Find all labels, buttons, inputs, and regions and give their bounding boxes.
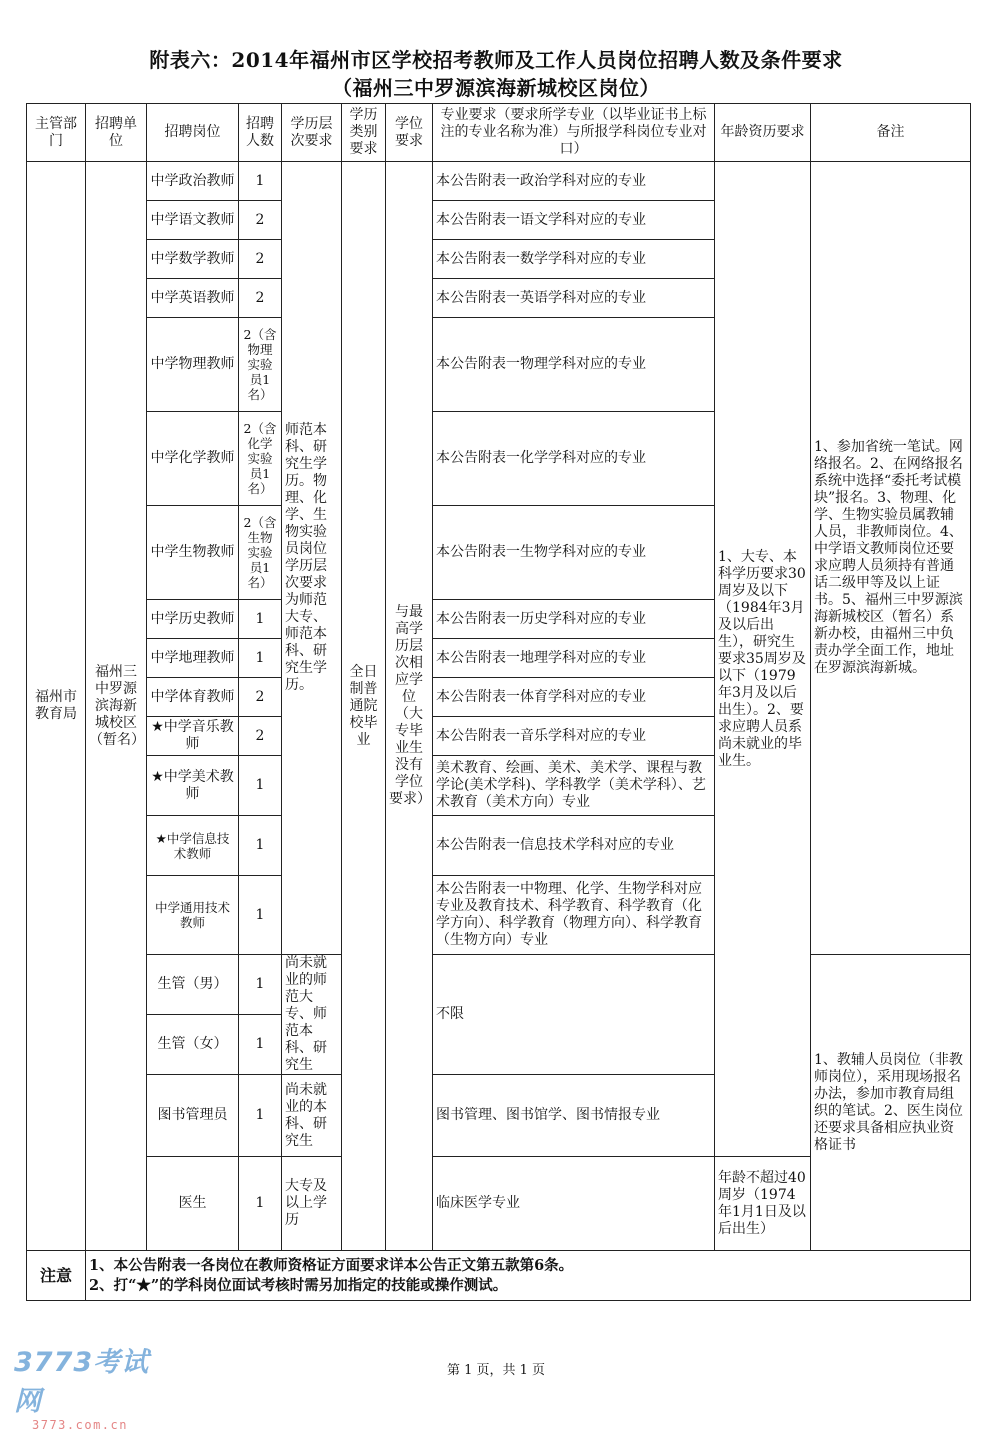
major-cell: 本公告附表一生物学科对应的专业 [433, 506, 715, 600]
major-cell: 临床医学专业 [433, 1157, 715, 1251]
header-remark: 备注 [811, 104, 971, 162]
table-row [27, 162, 971, 201]
count-cell: 1 [239, 756, 282, 816]
position-cell: 医生 [147, 1157, 239, 1251]
major-cell: 本公告附表一信息技术学科对应的专业 [433, 816, 715, 876]
header-unit: 招聘单位 [86, 104, 147, 162]
count-cell: 1 [239, 1015, 282, 1075]
notes-row [27, 1251, 971, 1301]
position-cell: 中学数学教师 [147, 240, 239, 279]
count-cell: 2 [239, 201, 282, 240]
degree-cell: 与最高学历层次相应学位（大专毕业生没有学位要求） [386, 162, 433, 1251]
header-age: 年龄资历要求 [715, 104, 811, 162]
major-cell: 本公告附表一政治学科对应的专业 [433, 162, 715, 201]
recruitment-table [26, 103, 971, 1301]
major-cell: 本公告附表一语文学科对应的专业 [433, 201, 715, 240]
notes-label: 注意 [27, 1251, 86, 1301]
position-cell: ★中学信息技术教师 [147, 816, 239, 876]
major-cell: 不限 [433, 955, 715, 1075]
count-cell: 2 [239, 279, 282, 318]
count-cell: 2 [239, 240, 282, 279]
position-cell: ★中学音乐教师 [147, 717, 239, 756]
position-cell: 生管（女） [147, 1015, 239, 1075]
count-cell: 1 [239, 600, 282, 639]
count-cell: 1 [239, 1157, 282, 1251]
position-cell: 中学通用技术教师 [147, 876, 239, 955]
remark-staff-cell: 1、教辅人员岗位（非教师岗位），采用现场报名办法，参加市教育局组织的笔试。2、医生岗位还要求具备相应执业资格证书 [811, 955, 971, 1251]
position-cell: 中学地理教师 [147, 639, 239, 678]
header-dept: 主管部门 [27, 104, 86, 162]
dept-cell: 福州市教育局 [27, 162, 86, 1251]
position-cell: 中学政治教师 [147, 162, 239, 201]
major-cell: 本公告附表一中物理、化学、生物学科对应专业及教育技术、科学教育、科学教育（化学方向）、科学教育（物理方向）、科学教育（生物方向）专业 [433, 876, 715, 955]
major-cell: 美术教育、绘画、美术、美术学、课程与教学论(美术学科)、学科教学（美术学科）、艺术教育（美术方向）专业 [433, 756, 715, 816]
header-position: 招聘岗位 [147, 104, 239, 162]
count-cell: 2 [239, 717, 282, 756]
note-line-2: 2、打“★”的学科岗位面试考核时需另加指定的技能或操作测试。 [89, 1276, 508, 1294]
major-cell: 本公告附表一地理学科对应的专业 [433, 639, 715, 678]
count-cell: 1 [239, 955, 282, 1015]
position-cell: 图书管理员 [147, 1075, 239, 1157]
major-cell: 本公告附表一物理学科对应的专业 [433, 318, 715, 412]
position-cell: 生管（男） [147, 955, 239, 1015]
count-cell: 1 [239, 816, 282, 876]
age-cell: 1、大专、本科学历要求30周岁及以下（1984年3月及以后出生），研究生要求35周岁及以下（1979年3月及以后出生）。2、要求应聘人员系尚未就业的毕业生。 [715, 162, 811, 1157]
count-cell: 1 [239, 639, 282, 678]
major-cell: 图书管理、图书馆学、图书情报专业 [433, 1075, 715, 1157]
count-cell: 1 [239, 1075, 282, 1157]
position-cell: 中学历史教师 [147, 600, 239, 639]
age-doctor-cell: 年龄不超过40周岁（1974年1月1日及以后出生） [715, 1157, 811, 1251]
major-cell: 本公告附表一英语学科对应的专业 [433, 279, 715, 318]
position-cell: 中学物理教师 [147, 318, 239, 412]
edu-level-doctor-cell: 大专及以上学历 [282, 1157, 342, 1251]
remark-cell: 1、参加省统一笔试。网络报名。2、在网络报名系统中选择“委托考试模块”报名。3、物理、化学、生物实验员属教辅人员，非教师岗位。4、中学语文教师岗位还要求应聘人员须持有普通话二级甲等及以上证书。5、福州三中罗源滨海新城校区（暂名）系新办校，由福州三中负责办学全面工作，地址在罗源滨海新城。 [811, 162, 971, 955]
major-cell: 本公告附表一音乐学科对应的专业 [433, 717, 715, 756]
major-cell: 本公告附表一历史学科对应的专业 [433, 600, 715, 639]
page-title: 附表六：2014年福州市区学校招考教师及工作人员岗位招聘人数及条件要求 [149, 48, 843, 72]
position-cell: 中学化学教师 [147, 412, 239, 506]
header-degree: 学位要求 [386, 104, 433, 162]
position-cell: 中学语文教师 [147, 201, 239, 240]
position-cell: 中学体育教师 [147, 678, 239, 717]
count-cell: 1 [239, 162, 282, 201]
major-cell: 本公告附表一化学学科对应的专业 [433, 412, 715, 506]
edu-level-library-cell: 尚未就业的本科、研究生 [282, 1075, 342, 1157]
count-cell: 2（含化学实验员1名） [239, 412, 282, 506]
header-edu-level: 学历层次要求 [282, 104, 342, 162]
header-count: 招聘人数 [239, 104, 282, 162]
edu-type-cell: 全日制普通院校毕业 [342, 162, 386, 1251]
page-footer: 第 1 页，共 1 页 [446, 1363, 546, 1378]
unit-cell: 福州三中罗源滨海新城校区（暂名） [86, 162, 147, 1251]
edu-level-cell: 师范本科、研究生学历。物理、化学、生物实验员岗位学历层次要求为师范大专、师范本科、研究生学历。 [282, 162, 342, 955]
major-cell: 本公告附表一体育学科对应的专业 [433, 678, 715, 717]
notes-text [86, 1251, 971, 1301]
watermark-logo [14, 1340, 174, 1432]
header-row [27, 104, 971, 162]
note-line-1: 1、本公告附表一各岗位在教师资格证方面要求详本公告正文第五款第6条。 [89, 1256, 574, 1274]
position-cell: 中学生物教师 [147, 506, 239, 600]
watermark-main: 3773考试网 [14, 1347, 150, 1417]
header-edu-type: 学历类别要求 [342, 104, 386, 162]
count-cell: 2（含物理实验员1名） [239, 318, 282, 412]
count-cell: 2（含生物实验员1名） [239, 506, 282, 600]
major-cell: 本公告附表一数学学科对应的专业 [433, 240, 715, 279]
watermark-sub: 3773.com.cn [32, 1418, 128, 1432]
count-cell: 2 [239, 678, 282, 717]
count-cell: 1 [239, 876, 282, 955]
header-major: 专业要求（要求所学专业（以毕业证书上标注的专业名称为准）与所报学科岗位专业对口） [433, 104, 715, 162]
position-cell: ★中学美术教师 [147, 756, 239, 816]
page-subtitle: （福州三中罗源滨海新城校区岗位） [332, 76, 660, 100]
position-cell: 中学英语教师 [147, 279, 239, 318]
edu-level-guard-cell: 尚未就业的师范大专、师范本科、研究生 [282, 955, 342, 1075]
table-row [27, 955, 971, 1015]
